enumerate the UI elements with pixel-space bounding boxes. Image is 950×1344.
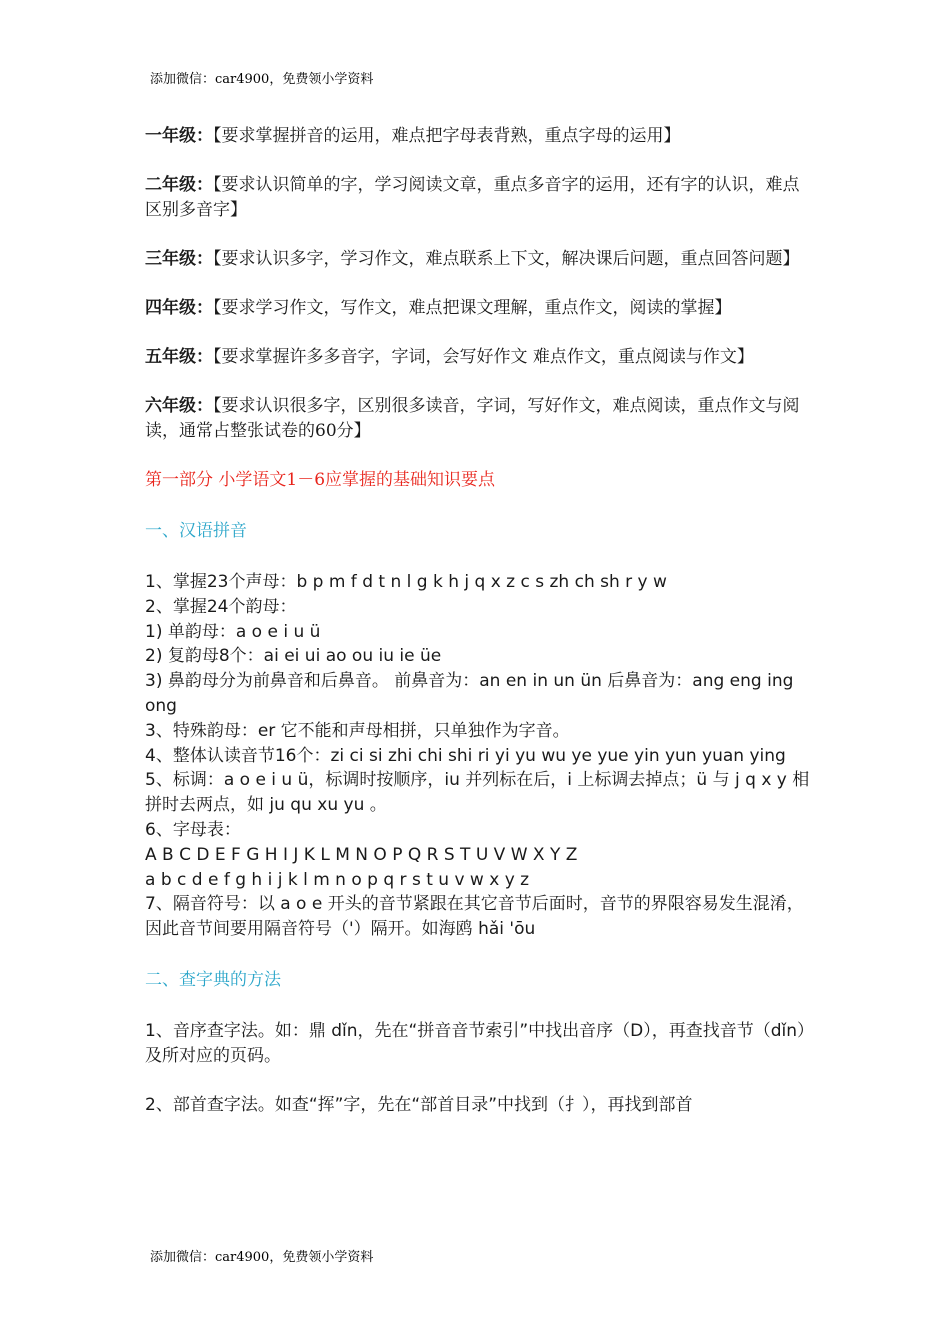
grade-label: 六年级： — [145, 396, 213, 416]
list-item: 1) 单韵母：a o e i u ü — [145, 621, 321, 642]
dictionary-method-paragraph: 2、部首查字法。如查“挥”字，先在“部首目录”中找到（扌），再找到部首 — [145, 1094, 693, 1115]
grade-text: 【要求认识多字，学习作文，难点联系上下文，解决课后问题，重点回答问题】 — [213, 249, 800, 269]
grade-label: 一年级： — [145, 126, 213, 146]
grade-1-requirement — [145, 124, 810, 149]
page-header: 添加微信：car4900，免费领小学资料 — [150, 72, 374, 87]
list-item: a b c d e f g h i j k l m n o p q r s t u v w x y z — [145, 869, 530, 890]
list-item: 6、字母表： — [145, 819, 241, 840]
list-item: 3) 鼻韵母分为前鼻音和后鼻音。 前鼻音为：an en in un ün 后鼻音为：ang eng ing ong — [145, 671, 794, 716]
list-item: A B C D E F G H I J K L M N O P Q R S T U V W X Y Z — [145, 844, 578, 865]
grade-6-requirement — [145, 394, 810, 444]
section-title-pinyin: 一、汉语拼音 — [145, 521, 247, 541]
grade-label: 五年级： — [145, 347, 213, 367]
grade-text: 【要求掌握许多多音字，字词，会写好作文 难点作文，重点阅读与作文】 — [213, 347, 754, 367]
grade-text: 【要求学习作文，写作文，难点把课文理解，重点作文，阅读的掌握】 — [213, 298, 732, 318]
grade-text: 【要求认识简单的字，学习阅读文章，重点多音字的运用，还有字的认识，难点区别多音字】 — [145, 175, 800, 220]
list-item: 4、整体认读音节16个：zi ci si zhi chi shi ri yi yu wu ye yue yin yun yuan ying — [145, 745, 786, 766]
grade-3-requirement — [145, 247, 810, 272]
grade-5-requirement — [145, 345, 810, 370]
grade-2-requirement — [145, 173, 810, 223]
list-item: 5、标调：a o e i u ü，标调时按顺序，iu 并列标在后，i 上标调去掉点；ü 与 j q x y 相拼时去两点，如 ju qu xu yu 。 — [145, 770, 810, 816]
document-body — [145, 124, 810, 1142]
grade-label: 三年级： — [145, 249, 213, 269]
grade-4-requirement — [145, 296, 810, 321]
list-item: 3、特殊韵母：er 它不能和声母相拼，只单独作为字音。 — [145, 720, 570, 741]
pinyin-list — [145, 570, 810, 942]
list-item: 2、掌握24个韵母： — [145, 596, 297, 617]
list-item: 1、掌握23个声母：b p m f d t n l g k h j q x z c s zh ch sh r y w — [145, 572, 667, 592]
grade-text: 【要求掌握拼音的运用，难点把字母表背熟，重点字母的运用】 — [213, 126, 681, 146]
grade-label: 四年级： — [145, 298, 213, 318]
section-title-dictionary: 二、查字典的方法 — [145, 969, 281, 990]
list-item: 2) 复韵母8个：ai ei ui ao ou iu ie üe — [145, 646, 442, 667]
grade-text: 【要求认识很多字，区别很多读音，字词，写好作文，难点阅读，重点作文与阅读，通常占整张试卷的60分】 — [145, 396, 800, 441]
dictionary-method-paragraph: 1、音序查字法。如：鼎 dǐn，先在“拼音音节索引”中找出音序（D），再查找音节（dǐn）及所对应的页码。 — [145, 1020, 806, 1066]
part-title: 第一部分 小学语文1－6应掌握的基础知识要点 — [145, 470, 496, 490]
grade-label: 二年级： — [145, 175, 213, 195]
page-footer: 添加微信：car4900，免费领小学资料 — [150, 1250, 374, 1265]
list-item: 7、隔音符号：以 a o e 开头的音节紧跟在其它音节后面时，音节的界限容易发生混淆，因此音节间要用隔音符号（'）隔开。如海鸥 hǎi 'ōu — [145, 894, 804, 940]
